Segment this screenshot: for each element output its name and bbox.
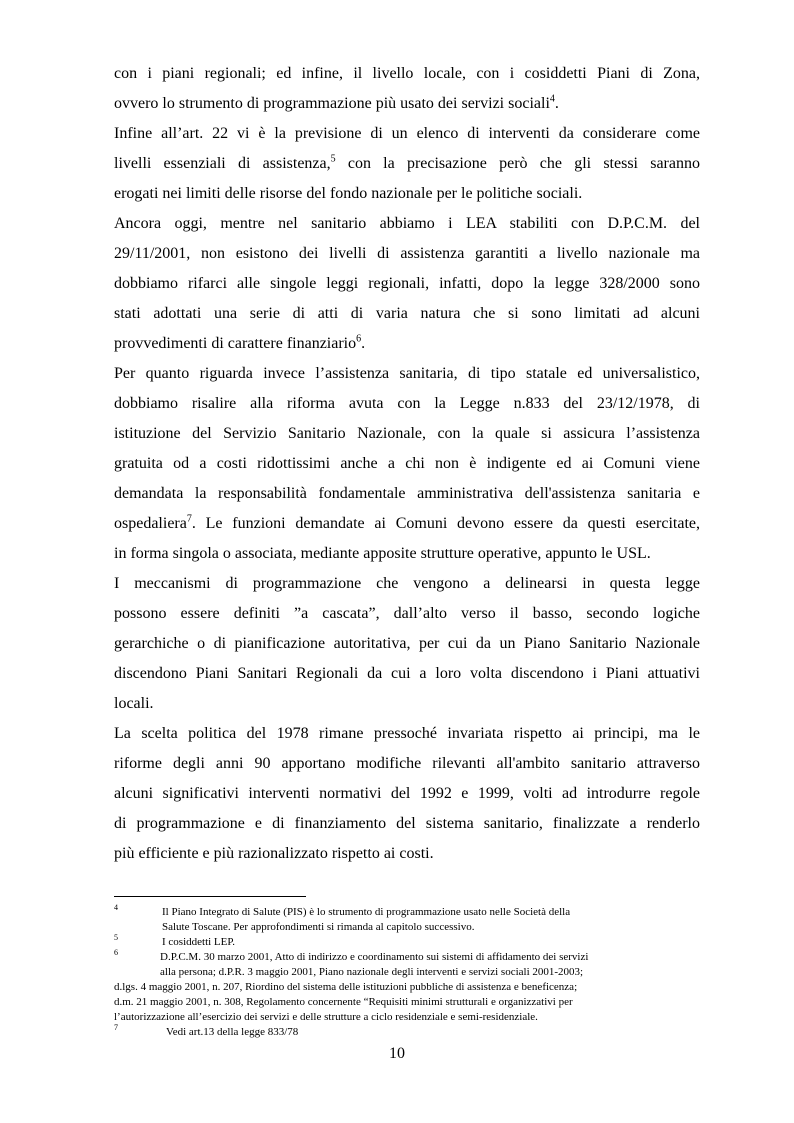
text-line: gratuita od a costi ridottissimi anche a chi non è indigente ed ai Comuni viene [114,455,700,472]
text-line: Ancora oggi, mentre nel sanitario abbiamo i LEA stabiliti con D.P.C.M. del [114,215,700,232]
text-line: Infine all’art. 22 vi è la previsione di un elenco di interventi da considerare come [114,125,700,142]
footnote-6-line: alla persona; d.P.R. 3 maggio 2001, Piano nazionale degli interventi e servizi sociali 2001-2003; [160,966,584,978]
text-line: erogati nei limiti delle risorse del fondo nazionale per le politiche sociali. [114,185,583,202]
text-line: gerarchiche o di pianificazione autoritativa, per cui da un Piano Sanitario Nazionale [114,635,700,652]
text-segment: ospedaliera [114,515,187,532]
footnote-number-6: 6 [114,948,118,957]
text-segment: con la precisazione però che gli stessi saranno [335,155,700,172]
text-line: in forma singola o associata, mediante apposite strutture operative, appunto le USL. [114,545,651,562]
footnote-ref-4[interactable]: 4 [549,93,555,105]
footnote-6-line: d.m. 21 maggio 2001, n. 308, Regolamento concernente “Requisiti minimi strutturali e organizzativi per [114,996,573,1008]
footnote-ref-7[interactable]: 7 [186,513,192,525]
footnote-6-line: l’autorizzazione all’esercizio dei servizi e delle strutture a ciclo residenziale e semi-residenziale. [114,1011,538,1023]
text-line: Per quanto riguarda invece l’assistenza sanitaria, di tipo statale ed universalistico, [114,365,700,382]
footnote-number-5: 5 [114,933,118,942]
text-line: alcuni significativi interventi normativi del 1992 e 1999, volti ad introdurre regole [114,785,700,802]
text-segment: ovvero lo strumento di programmazione più usato dei servizi sociali [114,95,550,112]
text-line: dobbiamo risalire alla riforma avuta con la Legge n.833 del 23/12/1978, di [114,395,700,412]
footnote-4-line: Il Piano Integrato di Salute (PIS) è lo strumento di programmazione usato nelle Società della [162,906,571,918]
text-line: istituzione del Servizio Sanitario Nazionale, con la quale si assicura l’assistenza [114,425,700,442]
text-segment: livelli essenziali di assistenza, [114,155,331,172]
text-line: locali. [114,695,154,712]
text-line [114,154,700,174]
text-line: stati adottati una serie di atti di varia natura che si sono limitati ad alcuni [114,305,700,322]
footnote-7-line: Vedi art.13 della legge 833/78 [166,1026,299,1038]
text-line: ovvero lo strumento di programmazione più usato dei servizi sociali$^4$. [114,93,559,112]
text-line: riforme degli anni 90 apportano modifiche rilevanti all'ambito sanitario attraverso [114,755,700,772]
footnote-ref-6[interactable]: 6 [356,333,362,345]
text-line: La scelta politica del 1978 rimane pressoché invariata rispetto ai principi, ma le [114,725,700,742]
footnote-number-4: 4 [114,903,118,912]
page-number: 10 [389,1045,405,1062]
footnote-6-line: D.P.C.M. 30 marzo 2001, Atto di indirizzo e coordinamento sui sistemi di affidamento dei servizi [160,951,589,963]
footnote-ref-5[interactable]: 5 [330,153,336,165]
text-line: dobbiamo rifarci alle singole leggi regionali, infatti, dopo la legge 328/2000 sono [114,275,700,292]
text-line: demandata la responsabilità fondamentale amministrativa dell'assistenza sanitaria e [114,485,700,502]
text-line: con i piani regionali; ed infine, il livello locale, con i cosiddetti Piani di Zona, [114,65,700,82]
text-line: più efficiente e più razionalizzato rispetto ai costi. [114,845,434,862]
footnote-4-line: Salute Toscane. Per approfondimenti si rimanda al capitolo successivo. [162,921,475,933]
text-line: discendono Piani Sanitari Regionali da cui a loro volta discendono i Piani attuativi [114,665,700,682]
footnote-separator [114,896,306,897]
text-line: I meccanismi di programmazione che vengono a delinearsi in questa legge [114,575,700,592]
text-line: di programmazione e di finanziamento del sistema sanitario, finalizzate a renderlo [114,815,700,832]
text-line: 29/11/2001, non esistono dei livelli di assistenza garantiti a livello nazionale ma [114,245,700,262]
text-line: possono essere definiti ”a cascata”, dall’alto verso il basso, secondo logiche [114,605,700,622]
text-segment: . Le funzioni demandate ai Comuni devono essere da questi esercitate, [191,515,700,532]
text-line [114,514,700,534]
footnote-number-7: 7 [114,1023,118,1032]
footnote-6-line: d.lgs. 4 maggio 2001, n. 207, Riordino del sistema delle istituzioni pubbliche di assistenza e beneficenza; [114,981,578,993]
text-line: provvedimenti di carattere finanziario$^6$. [114,333,366,352]
footnote-5-line: I cosiddetti LEP. [162,936,236,948]
text-segment: provvedimenti di carattere finanziario [114,335,357,352]
